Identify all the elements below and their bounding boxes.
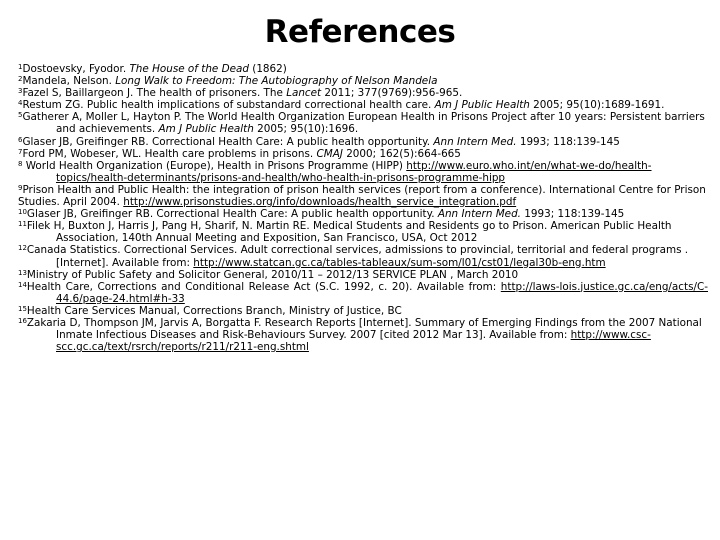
reference-item [18, 269, 708, 281]
reference-italic-text: Lancet [286, 87, 322, 100]
reference-item [18, 184, 708, 208]
reference-text-tail: 2011; 377(9769):956-965. [321, 87, 463, 100]
reference-italic-text: Am J Public Health [158, 123, 254, 136]
reference-text: Health Care Services Manual, Corrections Branch, Ministry of Justice, BC [26, 304, 402, 317]
reference-item [18, 111, 708, 135]
reference-text: Glaser JB, Greifinger RB. Correctional Health Care: A public health opportunity. [26, 208, 438, 221]
reference-item [18, 317, 708, 353]
reference-number: 6 [18, 135, 23, 144]
reference-link[interactable]: http://www.csc-scc.gc.ca/text/rsrch/reports/r211/r211-eng.shtml [56, 329, 651, 354]
reference-text: Gatherer A, Moller L, Hayton P. The World Health Organization European Health in Prisons Project after 10 years: Persistent barriers and achievements. [22, 111, 705, 136]
reference-number: 14 [18, 280, 27, 289]
reference-text: Health Care, Corrections and Conditional Release Act (S.C. 1992, c. 20). Available from: [26, 280, 501, 293]
reference-text: Canada Statistics. Correctional Services. Adult correctional services, admissions to provincial, territorial and federal programs . [Internet]. Available from: [26, 244, 689, 269]
reference-item [18, 75, 708, 87]
reference-text: Glaser JB, Greifinger RB. Correctional Health Care: A public health opportunity. [22, 135, 434, 148]
reference-italic-text: Ann Intern Med. [437, 208, 521, 221]
page-title: References [264, 14, 456, 50]
reference-text: World Health Organization (Europe), Health in Prisons Programme (HIPP) [22, 159, 407, 172]
reference-number: 8 [18, 159, 23, 168]
reference-item [18, 63, 708, 75]
reference-text: Filek H, Buxton J, Harris J, Pang H, Sharif, N. Martin RE. Medical Students and Residents go to Prison. American Public Health Association, 140th Annual Meeting and Exposition, San Francisco, USA, Oct 2012 [26, 220, 672, 245]
reference-text: Restum ZG. Public health implications of substandard correctional health care. [22, 99, 435, 112]
reference-item [18, 136, 708, 148]
reference-number: 3 [18, 87, 23, 96]
reference-text: Prison Health and Public Health: the integration of prison health services (report from a conference). International Centre for Prison Studies. April 2004. [18, 183, 706, 209]
reference-number: 15 [18, 304, 27, 313]
reference-number: 1 [18, 63, 23, 71]
reference-list [18, 63, 708, 353]
reference-text-tail: 2005; 95(10):1696. [253, 123, 359, 136]
reference-number: 5 [18, 111, 23, 120]
reference-item [18, 208, 708, 220]
reference-item [18, 244, 708, 268]
reference-italic-text: Am J Public Health [434, 99, 530, 112]
reference-number: 16 [18, 316, 27, 325]
reference-text: Fazel S, Baillargeon J. The health of prisoners. The [22, 87, 287, 100]
reference-text: Mandela, Nelson. [22, 75, 116, 88]
reference-italic-text: The House of the Dead [129, 63, 249, 75]
reference-item [18, 148, 708, 160]
reference-text-tail: 1993; 118:139-145 [516, 135, 620, 148]
reference-link[interactable]: http://www.statcan.gc.ca/tables-tableaux/sum-som/l01/cst01/legal30b-eng.htm [193, 256, 606, 269]
reference-number: 2 [18, 75, 23, 84]
reference-text: Ministry of Public Safety and Solicitor General, 2010/11 – 2012/13 SERVICE PLAN , March 2010 [26, 268, 519, 281]
reference-italic-text: Long Walk to Freedom: The Autobiography of Nelson Mandela [115, 75, 438, 88]
reference-item [18, 99, 708, 111]
reference-link[interactable]: http://www.prisonstudies.org/info/downloads/health_service_integration.pdf [123, 196, 517, 209]
reference-item [18, 160, 708, 184]
reference-item [18, 305, 708, 317]
reference-number: 7 [18, 147, 23, 156]
reference-italic-text: CMAJ [316, 147, 343, 160]
reference-text-tail: 2000; 162(5):664-665 [342, 147, 461, 160]
reference-number: 11 [18, 220, 27, 229]
reference-item [18, 281, 708, 305]
reference-number: 9 [18, 183, 23, 192]
reference-text-tail: 1993; 118:139-145 [520, 208, 625, 221]
reference-text-tail: (1862) [248, 63, 287, 75]
reference-text: Ford PM, Wobeser, WL. Health care problems in prisons. [22, 147, 317, 160]
reference-text: Zakaria D, Thompson JM, Jarvis A, Borgatta F. Research Reports [Internet]. Summary of Emerging Findings from the 2007 National Inmate Infectious Diseases and Risk-Behaviours Survey. 2007 [cited 2012 Mar 13]. Available from: [26, 316, 702, 342]
reference-item [18, 87, 708, 99]
reference-number: 4 [18, 99, 23, 108]
reference-link[interactable]: http://laws-lois.justice.gc.ca/eng/acts/C-44.6/page-24.html#h-33 [56, 280, 708, 305]
reference-italic-text: Ann Intern Med. [433, 135, 517, 148]
reference-text-tail: 2005; 95(10):1689-1691. [529, 99, 665, 112]
reference-item [18, 220, 708, 244]
reference-number: 10 [18, 208, 27, 217]
reference-link[interactable]: http://www.euro.who.int/en/what-we-do/health-topics/health-determinants/prisons-and-health/who-health-in-prisons-programme-hipp [56, 159, 652, 184]
reference-text: Dostoevsky, Fyodor. [22, 63, 130, 75]
reference-number: 13 [18, 268, 27, 277]
reference-number: 12 [18, 244, 27, 253]
